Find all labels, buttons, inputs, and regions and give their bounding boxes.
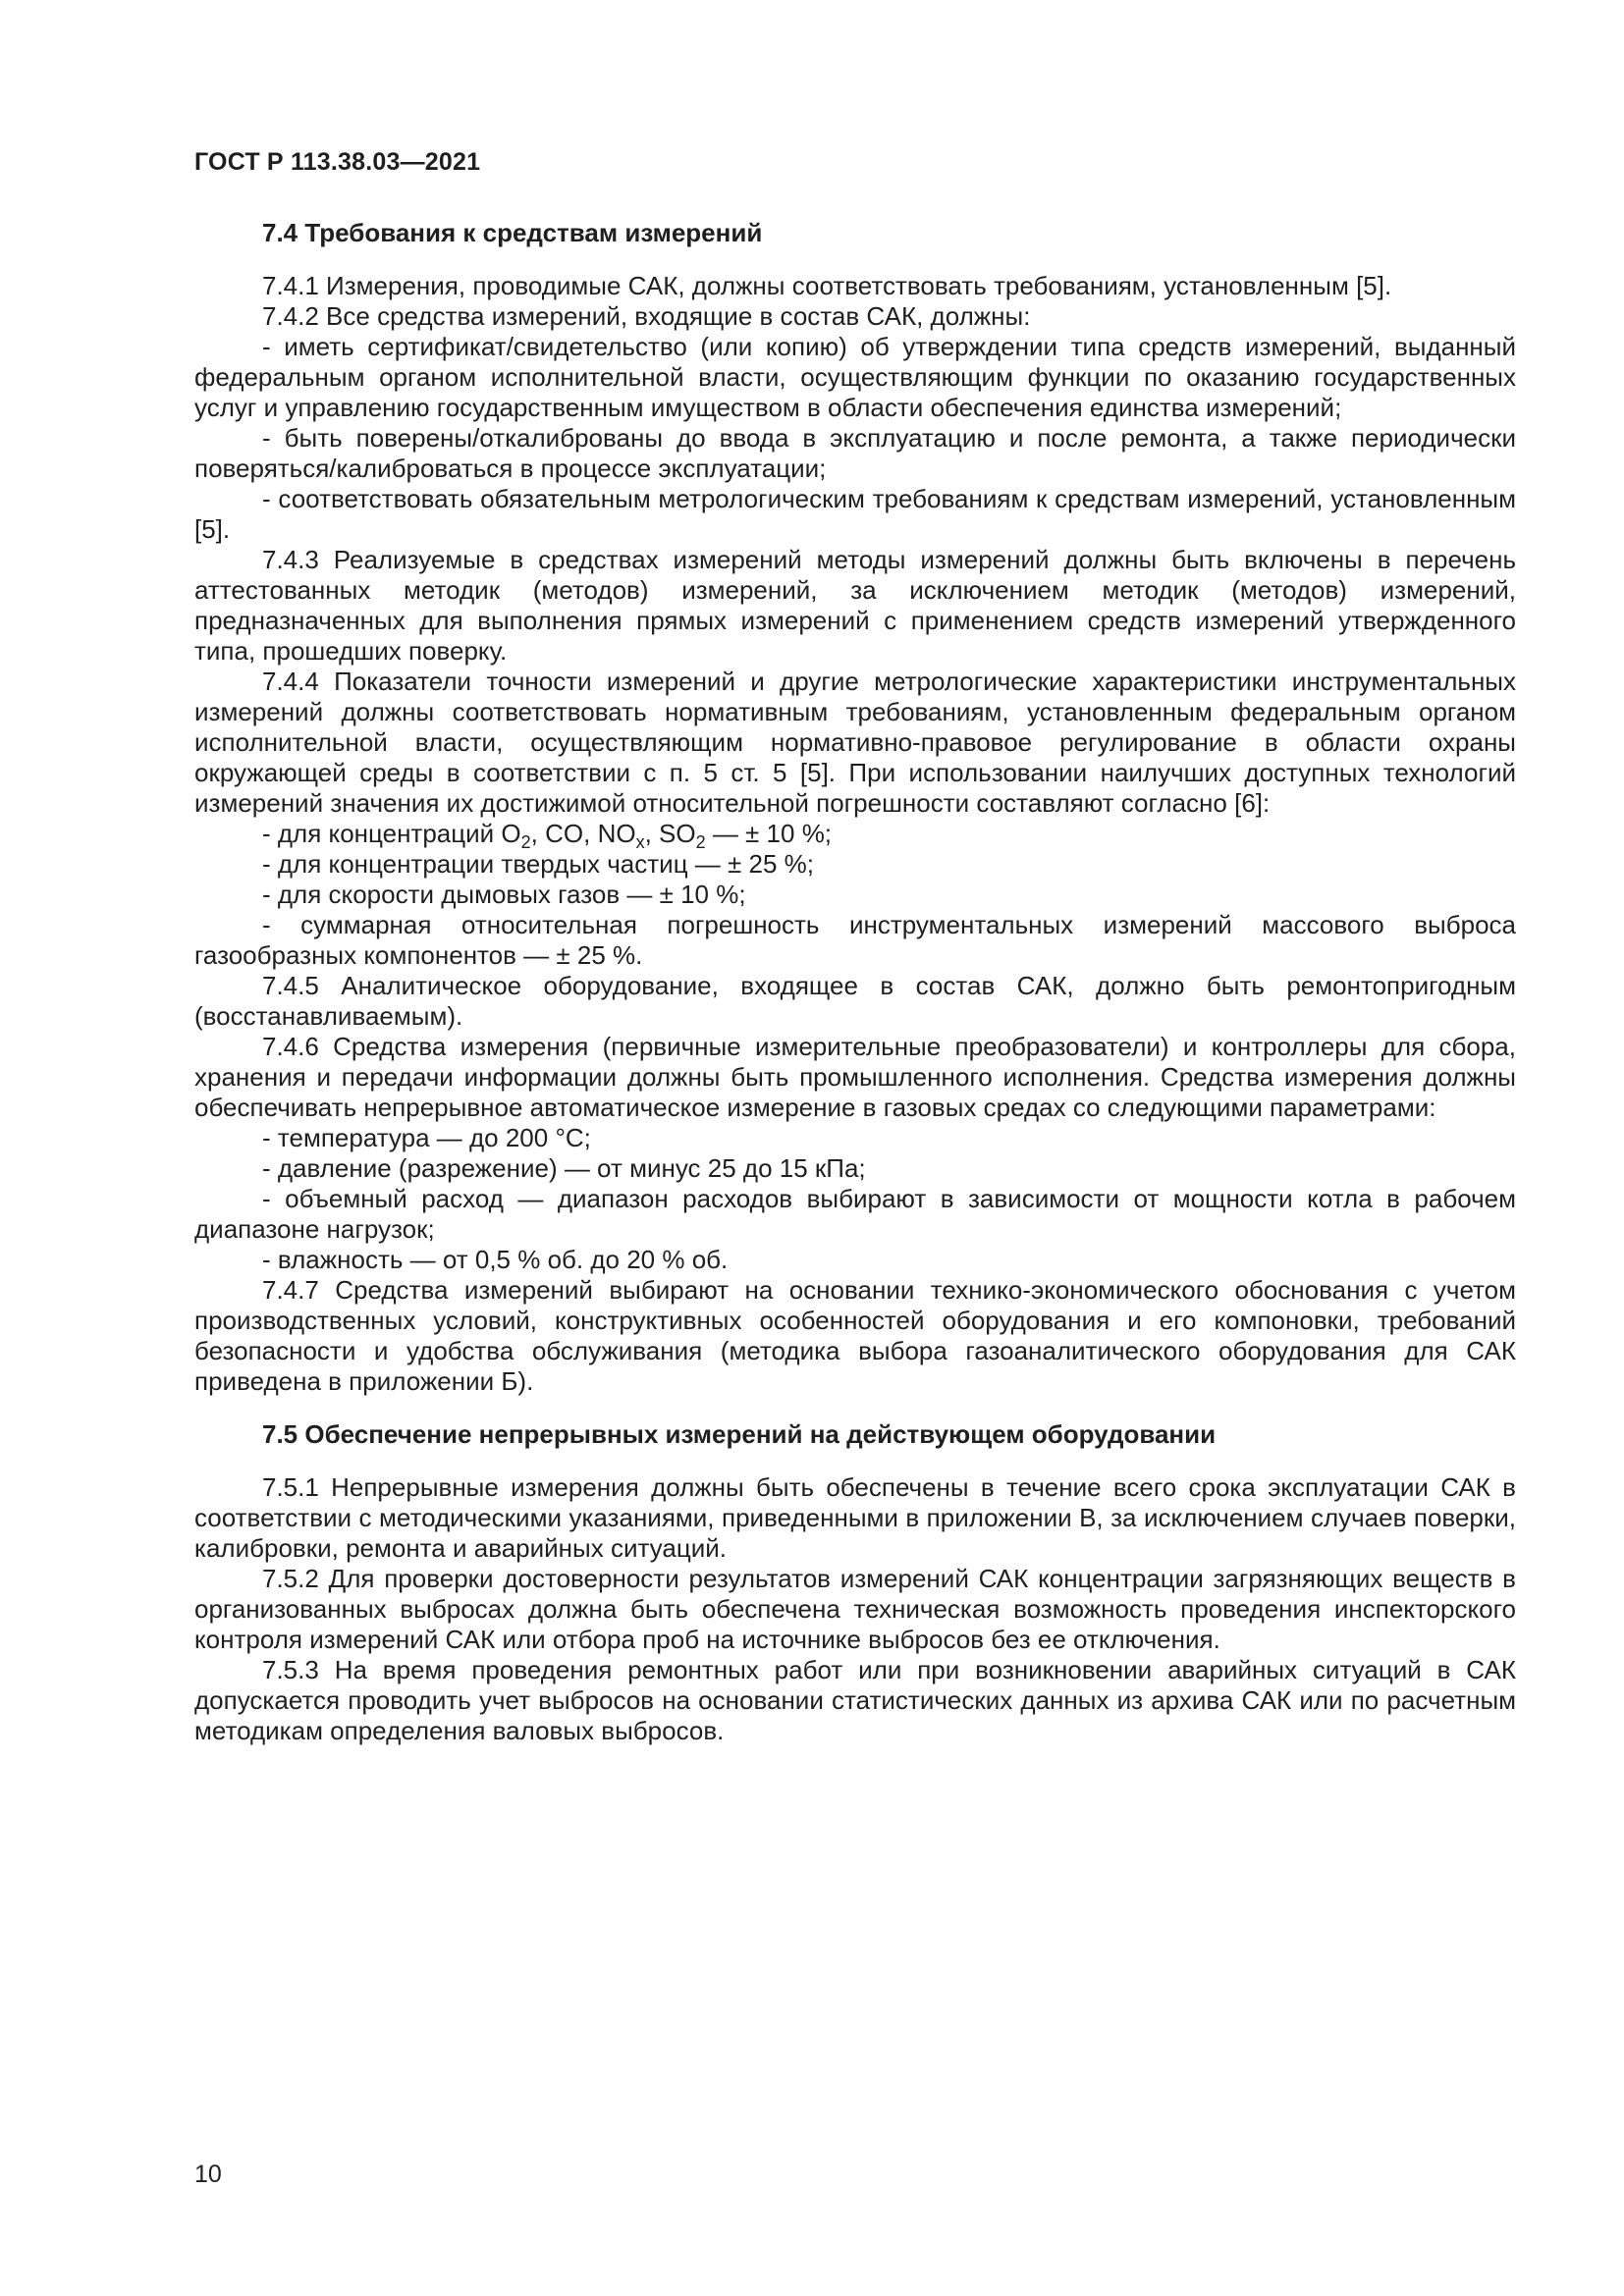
paragraph-7-4-2: 7.4.2 Все средства измерений, входящие в состав САК, должны: [262, 301, 1031, 331]
list-item: - для скорости дымовых газов — ± 10 %; [262, 880, 746, 909]
list-item: - для концентрации твердых частиц — ± 25 %; [262, 849, 815, 879]
paragraph-7-5-2: 7.5.2 Для проверки достоверности результатов измерений САК концентрации загрязняющих веществ в организованных выбросах должна быть обеспечена техническая возможность проведения инспекторского контроля измерений САК или отбора проб на источнике выбросов без ее отключения. [194, 1564, 1516, 1654]
list-item-text: — ± 10 %; [705, 819, 833, 848]
subscript: x [635, 832, 645, 852]
list-item: - давление (разрежение) — от минус 25 до 15 кПа; [262, 1153, 866, 1183]
paragraph-7-4-7: 7.4.7 Средства измерений выбирают на основании технико-экономического обоснования с учетом производственных условий, конструктивных особенностей оборудования и его компоновки, требований безопасности и удобства обслуживания (методика выбора газоаналитического оборудования для САК приведена в приложении Б). [194, 1275, 1516, 1396]
document-id: ГОСТ Р 113.38.03—2021 [194, 148, 481, 176]
list-item-text: , SO [644, 819, 696, 848]
paragraph-7-5-3: 7.5.3 На время проведения ремонтных работ или при возникновении аварийных ситуаций в САК допускается проводить учет выбросов на основании статистических данных из архива САК или по расчетным методикам определения валовых выбросов. [194, 1655, 1516, 1745]
subscript: 2 [695, 832, 706, 852]
list-item: - температура — до 200 °С; [262, 1123, 591, 1152]
paragraph-7-5-1: 7.5.1 Непрерывные измерения должны быть обеспечены в течение всего срока эксплуатации САК в соответствии с методическими указаниями, приведенными в приложении В, за исключением случаев поверки, калибровки, ремонта и аварийных ситуаций. [194, 1472, 1516, 1563]
paragraph-7-4-5: 7.4.5 Аналитическое оборудование, входящее в состав САК, должно быть ремонтопригодным (восстанавливаемым). [194, 971, 1516, 1031]
section-heading-7-4: 7.4 Требования к средствам измерений [262, 218, 763, 247]
section-heading-7-5: 7.5 Обеспечение непрерывных измерений на действующем оборудовании [262, 1419, 1217, 1449]
list-item: - влажность — от 0,5 % об. до 20 % об. [262, 1245, 729, 1274]
paragraph-7-4-6: 7.4.6 Средства измерения (первичные измерительные преобразователи) и контроллеры для сбора, хранения и передачи информации должны быть промышленного исполнения. Средства измерения должны обеспечивать непрерывное автоматическое измерение в газовых средах со следующими параметрами: [194, 1032, 1516, 1122]
list-item: - соответствовать обязательным метрологическим требованиям к средствам измерений, установленным [5]. [194, 484, 1516, 544]
page-number: 10 [194, 2161, 222, 2188]
list-item: - суммарная относительная погрешность инструментальных измерений массового выброса газообразных компонентов — ± 25 %. [194, 910, 1516, 970]
list-item-text: - для концентраций O [262, 819, 521, 848]
list-item-concentrations [194, 819, 1516, 852]
list-item: - иметь сертификат/свидетельство (или копию) об утверждении типа средств измерений, выданный федеральным органом исполнительной власти, осуществляющим функции по оказанию государственных услуг и управлению государственным имуществом в области обеспечения единства измерений; [194, 332, 1516, 422]
list-item-text: , CO, NO [530, 819, 636, 848]
list-item: - быть поверены/откалиброваны до ввода в эксплуатацию и после ремонта, а также периодически поверяться/калиброваться в процессе эксплуатации; [194, 423, 1516, 483]
paragraph-7-4-4: 7.4.4 Показатели точности измерений и другие метрологические характеристики инструментальных измерений должны соответствовать нормативным требованиям, установленным федеральным органом исполнительной власти, осуществляющим нормативно-правовое регулирование в области охраны окружающей среды в соответствии с п. 5 ст. 5 [5]. При использовании наилучших доступных технологий измерений значения их достижимой относительной погрешности составляют согласно [6]: [194, 667, 1516, 818]
paragraph-7-4-3: 7.4.3 Реализуемые в средствах измерений методы измерений должны быть включены в перечень аттестованных методик (методов) измерений, за исключением методик (методов) измерений, предназначенных для выполнения прямых измерений с применением средств измерений утвержденного типа, прошедших поверку. [194, 545, 1516, 666]
subscript: 2 [520, 832, 531, 852]
list-item: - объемный расход — диапазон расходов выбирают в зависимости от мощности котла в рабочем диапазоне нагрузок; [194, 1184, 1516, 1244]
paragraph-7-4-1: 7.4.1 Измерения, проводимые САК, должны соответствовать требованиям, установленным [5]. [262, 271, 1392, 300]
document-body [194, 218, 1516, 1746]
